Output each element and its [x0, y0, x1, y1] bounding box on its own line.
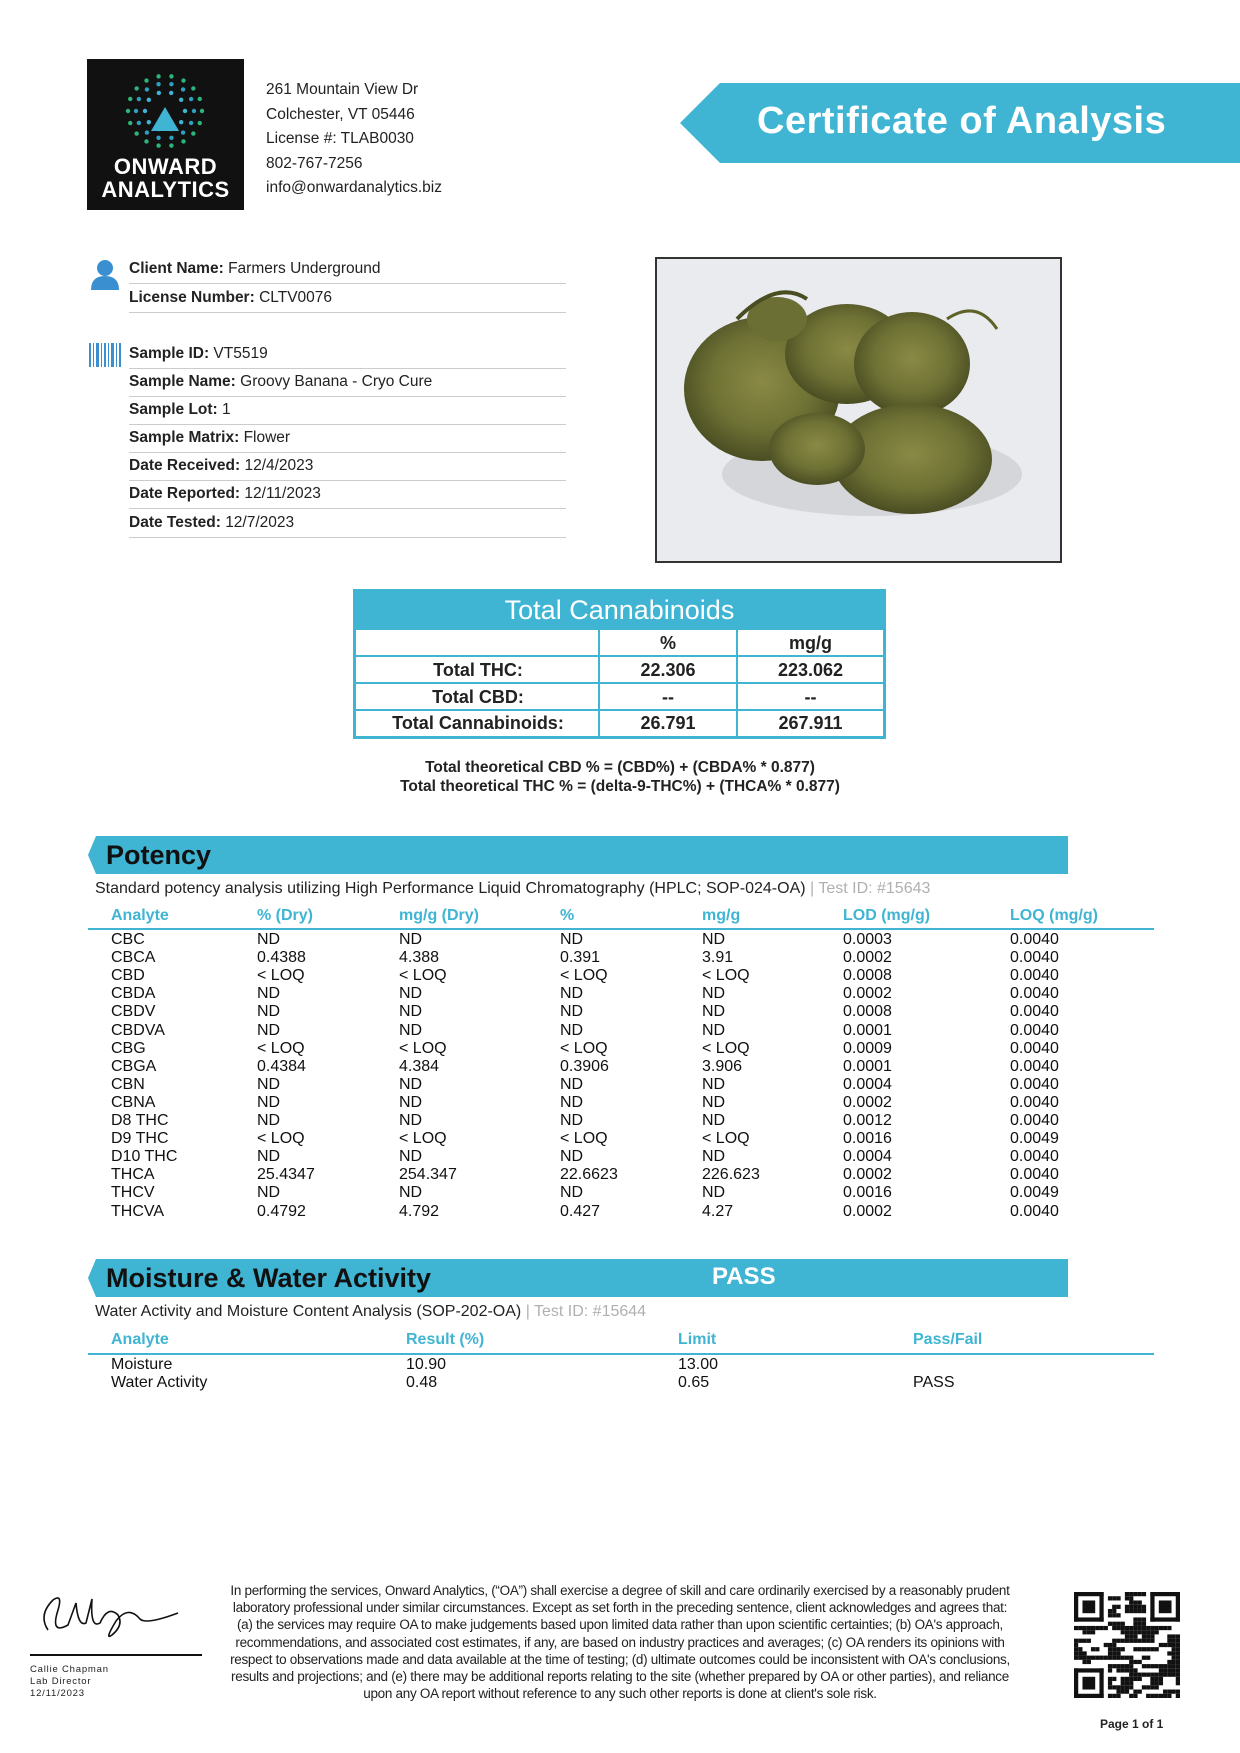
- potency-cell-lod: 0.0001: [843, 1057, 892, 1075]
- water-activity-cell-result: 0.48: [406, 1374, 438, 1391]
- moisture-header-rule: [88, 1353, 1154, 1355]
- potency-cell-lod: 0.0002: [843, 949, 892, 967]
- potency-cell-mgg: < LOQ: [702, 1039, 750, 1057]
- tc-col-mgg: mg/g: [789, 633, 832, 653]
- moisture-cell-result: 10.90: [406, 1356, 447, 1373]
- sample-photo: [655, 257, 1062, 563]
- moisture-header-analyte: Analyte: [111, 1331, 169, 1348]
- potency-cell-pct: 22.6623: [560, 1166, 618, 1184]
- lab-logo: [87, 59, 244, 210]
- legal-disclaimer: In performing the services, Onward Analytics, (“OA”) shall exercise a degree of skill and care ordinarily exercised by a reasonably prudent laboratory professional under similar circumstances. Except as set forth in the preceding sentence, client acknowledges and agrees that: (a) the services may require OA to make judgements based upon limited data rather than upon scientific certainties; (b) OA's approach, recommendations, and associated cost estimates, if any, are based on industry practices and averages; (c) OA renders its opinions with respect to observations made and data available at the time of testing; (d) ultimate outcomes could be inconsistent with OA's conclusions, results and projections; and (e) there may be additional reports relating to the site (whether prepared by OA or other parties), and reliance upon any OA report without reference to any such other reports is done at client's sole risk.: [230, 1583, 1010, 1702]
- date-reported-label: Date Reported:: [129, 485, 241, 502]
- client-license-value: CLTV0076: [259, 289, 333, 306]
- potency-cell-pct: ND: [560, 985, 584, 1003]
- potency-cell-lod: 0.0001: [843, 1021, 892, 1039]
- water-activity-cell-limit: 0.65: [678, 1374, 710, 1391]
- sample-lot-label: Sample Lot:: [129, 401, 218, 418]
- potency-cell-mgg: ND: [702, 985, 726, 1003]
- potency-cell-lod: 0.0002: [843, 985, 892, 1003]
- potency-cell-pct: ND: [560, 1093, 584, 1111]
- potency-cell-analyte: CBDV: [111, 1003, 156, 1021]
- potency-title: Potency: [106, 840, 212, 870]
- potency-cell-loq: 0.0040: [1010, 1075, 1059, 1093]
- potency-cell-mgg: ND: [702, 1148, 726, 1166]
- potency-cell-pct-dry: 0.4388: [257, 949, 306, 967]
- potency-cell-mgg: ND: [702, 1003, 726, 1021]
- potency-cell-analyte: CBN: [111, 1075, 145, 1093]
- moisture-header-passfail: Pass/Fail: [913, 1331, 983, 1348]
- potency-cell-analyte: D10 THC: [111, 1148, 178, 1166]
- date-received-row: [129, 452, 566, 481]
- signature-line: [30, 1654, 202, 1656]
- potency-cell-loq: 0.0049: [1010, 1184, 1059, 1202]
- qr-code-icon[interactable]: [1074, 1592, 1180, 1698]
- client-name-row: [129, 255, 566, 284]
- potency-header-rule: [88, 928, 1154, 930]
- potency-cell-pct: 0.3906: [560, 1057, 609, 1075]
- potency-cell-pct: 0.427: [560, 1202, 601, 1220]
- potency-cell-lod: 0.0009: [843, 1039, 892, 1057]
- potency-cell-mgg: ND: [702, 1184, 726, 1202]
- potency-header-pct-dry: % (Dry): [257, 907, 314, 924]
- potency-cell-mgg: ND: [702, 1112, 726, 1129]
- potency-cell-mgg-dry: ND: [399, 985, 423, 1003]
- logo-text-line2: ANALYTICS: [101, 177, 230, 202]
- tc-col-pct: %: [659, 633, 676, 653]
- sample-matrix-label: Sample Matrix:: [129, 429, 240, 446]
- potency-cell-pct: < LOQ: [560, 1130, 608, 1148]
- potency-cell-analyte: CBGA: [111, 1057, 157, 1075]
- sample-id-label: Sample ID:: [129, 345, 210, 362]
- total-cannabinoids-title: Total Cannabinoids: [356, 592, 883, 628]
- water-activity-cell-analyte: Water Activity: [111, 1374, 208, 1391]
- moisture-test-id: | Test ID: #15644: [525, 1303, 647, 1320]
- potency-cell-loq: 0.0040: [1010, 1057, 1059, 1075]
- potency-cell-mgg-dry: 254.347: [399, 1166, 457, 1184]
- potency-cell-mgg-dry: 4.384: [399, 1057, 440, 1075]
- tc-total-cannabinoids-pct: 26.791: [640, 713, 696, 733]
- sample-lot-row: [129, 396, 566, 425]
- date-tested-row: [129, 509, 566, 538]
- potency-cell-pct: ND: [560, 1021, 584, 1039]
- formula-thc: Total theoretical THC % = (delta-9-THC%) + (THCA% * 0.877): [400, 778, 840, 795]
- potency-cell-mgg: 226.623: [702, 1166, 760, 1184]
- lab-address: [266, 78, 442, 201]
- potency-cell-analyte: D8 THC: [111, 1112, 169, 1129]
- potency-header-pct: %: [560, 907, 575, 924]
- water-activity-cell-passfail: PASS: [913, 1374, 955, 1391]
- signature-date: 12/11/2023: [30, 1688, 85, 1699]
- potency-cell-pct-dry: ND: [257, 1075, 281, 1093]
- potency-cell-pct: ND: [560, 1003, 584, 1021]
- potency-header-mgg-dry: mg/g (Dry): [399, 907, 479, 924]
- potency-cell-lod: 0.0008: [843, 967, 892, 985]
- moisture-header-limit: Limit: [678, 1331, 717, 1348]
- potency-cell-mgg: < LOQ: [702, 1130, 750, 1148]
- sample-matrix-row: [129, 424, 566, 453]
- potency-cell-mgg-dry: < LOQ: [399, 1130, 447, 1148]
- client-name-label: Client Name:: [129, 260, 224, 277]
- potency-cell-pct-dry: ND: [257, 1184, 281, 1202]
- date-received-label: Date Received:: [129, 457, 241, 474]
- potency-method: Standard potency analysis utilizing High Performance Liquid Chromatography (HPLC; SOP-024-OA): [95, 880, 806, 897]
- potency-header-lod: LOD (mg/g): [843, 907, 931, 924]
- moisture-header-result: Result (%): [406, 1331, 485, 1348]
- sample-id-row: [129, 340, 566, 369]
- potency-cell-mgg: ND: [702, 1093, 726, 1111]
- potency-cell-pct-dry: ND: [257, 1003, 281, 1021]
- potency-cell-loq: 0.0040: [1010, 985, 1059, 1003]
- client-name-value: Farmers Underground: [228, 260, 381, 277]
- potency-cell-pct-dry: < LOQ: [257, 1039, 305, 1057]
- potency-cell-analyte: THCVA: [111, 1202, 165, 1220]
- date-received-value: 12/4/2023: [244, 457, 314, 474]
- potency-cell-loq: 0.0040: [1010, 1003, 1059, 1021]
- potency-cell-lod: 0.0016: [843, 1130, 892, 1148]
- tc-total-thc-label: Total THC:: [433, 660, 523, 680]
- potency-cell-lod: 0.0002: [843, 1202, 892, 1220]
- potency-cell-pct-dry: 0.4384: [257, 1057, 306, 1075]
- potency-cell-pct-dry: 25.4347: [257, 1166, 315, 1184]
- barcode-icon: [89, 343, 121, 367]
- potency-cell-loq: 0.0040: [1010, 1039, 1059, 1057]
- potency-cell-mgg-dry: ND: [399, 1003, 423, 1021]
- potency-cell-pct: < LOQ: [560, 1039, 608, 1057]
- potency-cell-pct-dry: ND: [257, 1112, 281, 1129]
- potency-cell-loq: 0.0040: [1010, 1112, 1059, 1129]
- potency-cell-pct: ND: [560, 1148, 584, 1166]
- potency-description: [95, 879, 930, 899]
- potency-cell-mgg: ND: [702, 1021, 726, 1039]
- potency-test-id: | Test ID: #15643: [810, 880, 931, 897]
- potency-cell-loq: 0.0040: [1010, 949, 1059, 967]
- potency-cell-loq: 0.0040: [1010, 1021, 1059, 1039]
- tc-total-cbd-pct: --: [662, 687, 674, 707]
- potency-cell-mgg-dry: 4.388: [399, 949, 440, 967]
- moisture-title: Moisture & Water Activity: [106, 1263, 432, 1293]
- potency-cell-lod: 0.0002: [843, 1093, 892, 1111]
- sample-matrix-value: Flower: [243, 429, 291, 446]
- date-tested-value: 12/7/2023: [225, 514, 295, 531]
- potency-cell-loq: 0.0040: [1010, 1166, 1059, 1184]
- potency-cell-mgg-dry: ND: [399, 1093, 423, 1111]
- potency-cell-analyte: CBD: [111, 967, 145, 985]
- potency-header-analyte: Analyte: [111, 907, 169, 924]
- potency-cell-analyte: CBNA: [111, 1093, 156, 1111]
- potency-cell-pct-dry: 0.4792: [257, 1202, 306, 1220]
- potency-cell-mgg: < LOQ: [702, 967, 750, 985]
- potency-cell-lod: 0.0003: [843, 931, 892, 948]
- potency-cell-mgg-dry: ND: [399, 1112, 423, 1129]
- potency-cell-pct-dry: ND: [257, 931, 281, 948]
- potency-cell-lod: 0.0016: [843, 1184, 892, 1202]
- potency-cell-pct-dry: ND: [257, 1093, 281, 1111]
- potency-cell-mgg-dry: ND: [399, 1075, 423, 1093]
- page-title: Certificate of Analysis: [757, 100, 1167, 142]
- sample-id-value: VT5519: [213, 345, 268, 362]
- tc-total-cannabinoids-label: Total Cannabinoids:: [392, 713, 564, 733]
- signature-image: [28, 1585, 188, 1651]
- moisture-method: Water Activity and Moisture Content Analysis (SOP-202-OA): [95, 1303, 522, 1320]
- lab-license: License #: TLAB0030: [266, 130, 414, 147]
- potency-cell-lod: 0.0008: [843, 1003, 892, 1021]
- signer-name: Callie Chapman: [30, 1664, 109, 1675]
- potency-header-loq: LOQ (mg/g): [1010, 907, 1098, 924]
- potency-cell-mgg-dry: ND: [399, 931, 423, 948]
- sample-name-row: [129, 368, 566, 397]
- potency-cell-mgg: 3.906: [702, 1057, 743, 1075]
- sample-name-label: Sample Name:: [129, 373, 236, 390]
- potency-cell-pct: < LOQ: [560, 967, 608, 985]
- moisture-status-badge: PASS: [712, 1263, 776, 1290]
- tc-total-cannabinoids-mgg: 267.911: [778, 713, 843, 733]
- date-tested-label: Date Tested:: [129, 514, 221, 531]
- potency-cell-analyte: CBDA: [111, 985, 156, 1003]
- moisture-cell-analyte: Moisture: [111, 1356, 173, 1373]
- cannabis-flower-image: [657, 259, 1060, 561]
- potency-cell-pct-dry: < LOQ: [257, 967, 305, 985]
- potency-cell-mgg: 3.91: [702, 949, 734, 967]
- potency-cell-mgg-dry: ND: [399, 1148, 423, 1166]
- formulas: [300, 758, 940, 796]
- potency-cell-pct-dry: ND: [257, 1021, 281, 1039]
- potency-banner: [88, 836, 1068, 874]
- signature-block: [30, 1664, 109, 1700]
- address-city: Colchester, VT 05446: [266, 105, 415, 123]
- moisture-description: [95, 1302, 646, 1322]
- potency-cell-analyte: THCA: [111, 1166, 155, 1184]
- logo-text-line1: ONWARD: [113, 154, 218, 179]
- potency-cell-lod: 0.0002: [843, 1166, 892, 1184]
- potency-cell-loq: 0.0040: [1010, 967, 1059, 985]
- lab-email: info@onwardanalytics.biz: [266, 179, 442, 196]
- potency-cell-mgg: ND: [702, 931, 726, 948]
- potency-cell-analyte: D9 THC: [111, 1130, 169, 1148]
- potency-cell-loq: 0.0040: [1010, 931, 1059, 948]
- potency-cell-analyte: CBCA: [111, 949, 156, 967]
- person-icon: [89, 258, 121, 290]
- potency-cell-pct-dry: ND: [257, 985, 281, 1003]
- client-license-row: [129, 284, 566, 313]
- tc-total-thc-pct: 22.306: [640, 660, 696, 680]
- sample-lot-value: 1: [222, 401, 231, 418]
- potency-cell-mgg-dry: 4.792: [399, 1202, 440, 1220]
- potency-cell-pct-dry: ND: [257, 1148, 281, 1166]
- potency-cell-loq: 0.0049: [1010, 1130, 1059, 1148]
- potency-cell-lod: 0.0012: [843, 1112, 892, 1129]
- potency-cell-mgg-dry: < LOQ: [399, 1039, 447, 1057]
- potency-cell-analyte: CBG: [111, 1039, 146, 1057]
- formula-cbd: Total theoretical CBD % = (CBD%) + (CBDA% * 0.877): [425, 759, 815, 776]
- moisture-cell-limit: 13.00: [678, 1356, 719, 1373]
- client-license-label: License Number:: [129, 289, 255, 306]
- tc-total-cbd-label: Total CBD:: [432, 687, 524, 707]
- potency-cell-pct-dry: < LOQ: [257, 1130, 305, 1148]
- address-street: 261 Mountain View Dr: [266, 81, 419, 98]
- sample-name-value: Groovy Banana - Cryo Cure: [240, 373, 433, 390]
- potency-cell-mgg-dry: < LOQ: [399, 967, 447, 985]
- potency-cell-pct: ND: [560, 1184, 584, 1202]
- tc-total-thc-mgg: 223.062: [777, 660, 844, 680]
- potency-cell-pct: ND: [560, 931, 584, 948]
- lab-phone: 802-767-7256: [266, 154, 363, 172]
- potency-header-mgg: mg/g: [702, 907, 741, 924]
- potency-cell-analyte: CBC: [111, 931, 145, 948]
- potency-cell-loq: 0.0040: [1010, 1202, 1059, 1220]
- potency-cell-pct: 0.391: [560, 949, 601, 967]
- potency-cell-loq: 0.0040: [1010, 1093, 1059, 1111]
- signer-role: Lab Director: [30, 1676, 92, 1687]
- potency-cell-lod: 0.0004: [843, 1148, 892, 1166]
- potency-cell-analyte: CBDVA: [111, 1021, 165, 1039]
- potency-cell-pct: ND: [560, 1112, 584, 1129]
- potency-cell-pct: ND: [560, 1075, 584, 1093]
- potency-cell-analyte: THCV: [111, 1184, 155, 1202]
- tc-total-cbd-mgg: --: [804, 687, 817, 707]
- potency-cell-lod: 0.0004: [843, 1075, 892, 1093]
- date-reported-value: 12/11/2023: [244, 485, 321, 502]
- potency-cell-mgg-dry: ND: [399, 1021, 423, 1039]
- potency-cell-mgg: 4.27: [702, 1202, 734, 1220]
- logo-mark-icon: [87, 59, 244, 149]
- potency-cell-mgg-dry: ND: [399, 1184, 423, 1202]
- date-reported-row: [129, 480, 566, 509]
- potency-cell-mgg: ND: [702, 1075, 726, 1093]
- page-number: Page 1 of 1: [1100, 1717, 1164, 1731]
- potency-cell-loq: 0.0040: [1010, 1148, 1059, 1166]
